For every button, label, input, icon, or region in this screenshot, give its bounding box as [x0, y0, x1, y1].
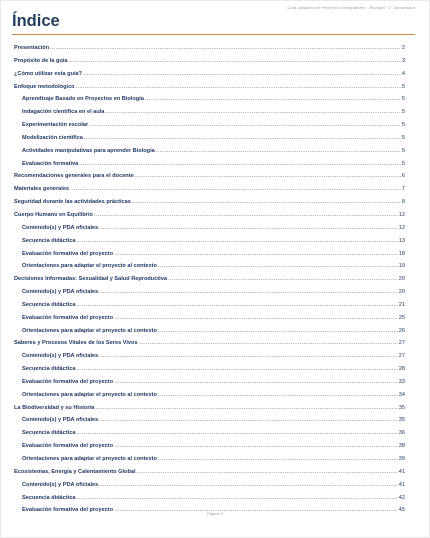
- dot-leader: [114, 440, 398, 453]
- toc-subentry[interactable]: [14, 427, 405, 440]
- dot-leader: [158, 325, 398, 338]
- toc-page-number: 7: [401, 186, 405, 193]
- dot-leader: [132, 196, 401, 209]
- toc-entry-label: Evaluación formativa: [22, 160, 79, 167]
- toc-entry-label: Actividades manipulativas para aprender Biología: [22, 147, 155, 154]
- dot-leader: [137, 466, 398, 479]
- toc-page-number: 38: [398, 443, 405, 450]
- toc-subentry[interactable]: [14, 93, 405, 106]
- toc-entry-label: Secuencia didáctica: [22, 430, 76, 437]
- toc-entry[interactable]: [14, 170, 405, 183]
- toc-subentry[interactable]: [14, 492, 405, 505]
- dot-leader: [50, 42, 401, 55]
- toc-entry[interactable]: [14, 466, 405, 479]
- toc-entry[interactable]: [14, 209, 405, 222]
- toc-page-number: 20: [398, 276, 405, 283]
- toc-entry-label: Evaluación formativa del proyecto: [22, 507, 114, 514]
- toc-entry[interactable]: [14, 402, 405, 415]
- toc-page-number: 5: [401, 96, 405, 103]
- dot-leader: [83, 68, 401, 81]
- dot-leader: [158, 389, 398, 402]
- toc-page-number: 12: [398, 224, 405, 231]
- toc-entry-label: Modelización científica: [22, 134, 83, 141]
- dot-leader: [156, 145, 401, 158]
- dot-leader: [76, 299, 397, 312]
- toc-subentry[interactable]: [14, 440, 405, 453]
- dot-leader: [79, 158, 401, 171]
- dot-leader: [99, 479, 398, 492]
- dot-leader: [158, 453, 398, 466]
- page-footer: Página 9: [207, 511, 223, 516]
- toc-page-number: 3: [401, 57, 405, 64]
- toc-entry-label: Evaluación formativa del proyecto: [22, 250, 114, 257]
- toc-page-number: 27: [398, 353, 405, 360]
- toc-page-number: 12: [398, 211, 405, 218]
- toc-entry-label: Decisiones Informadas: Sexualidad y Salud Reproductiva: [14, 276, 167, 283]
- toc-page-number: 18: [398, 250, 405, 257]
- toc-entry[interactable]: [14, 337, 405, 350]
- toc-subentry[interactable]: [14, 248, 405, 261]
- dot-leader: [95, 402, 398, 415]
- toc-subentry[interactable]: [14, 119, 405, 132]
- toc-page-number: 5: [401, 109, 405, 116]
- toc-page-number: 34: [398, 391, 405, 398]
- toc-page-number: 8: [401, 199, 405, 206]
- toc-entry-label: La Biodiversidad y su Historia: [14, 404, 95, 411]
- toc-subentry[interactable]: [14, 376, 405, 389]
- dot-leader: [70, 183, 401, 196]
- toc-page-number: 6: [401, 173, 405, 180]
- dot-leader: [168, 273, 398, 286]
- toc-entry[interactable]: [14, 68, 405, 81]
- toc-entry-label: Presentación: [14, 45, 50, 51]
- toc-subentry[interactable]: [14, 106, 405, 119]
- toc-subentry[interactable]: [14, 260, 405, 273]
- toc-page-number: 5: [401, 122, 405, 129]
- toc-page-number: 39: [398, 456, 405, 462]
- toc-subentry[interactable]: [14, 158, 405, 171]
- toc-subentry[interactable]: [14, 299, 405, 312]
- toc-subentry[interactable]: [14, 222, 405, 235]
- toc-entry-label: Enfoque metodológico: [14, 83, 75, 90]
- dot-leader: [114, 312, 398, 325]
- dot-leader: [135, 170, 401, 183]
- page-title: Índice: [12, 12, 60, 30]
- toc-entry[interactable]: [14, 42, 405, 55]
- toc-page-number: 41: [398, 468, 405, 475]
- toc-entry-label: Secuencia didáctica: [22, 237, 76, 244]
- dot-leader: [99, 350, 398, 363]
- toc-page-number: 13: [398, 237, 405, 244]
- toc-page-number: 20: [398, 289, 405, 296]
- toc-entry[interactable]: [14, 273, 405, 286]
- toc-entry-label: Experimentación escolar: [22, 122, 89, 129]
- toc-subentry[interactable]: [14, 132, 405, 145]
- toc-subentry[interactable]: [14, 414, 405, 427]
- toc-subentry[interactable]: [14, 325, 405, 338]
- dot-leader: [76, 81, 401, 94]
- toc-page-number: 25: [398, 314, 405, 321]
- toc-page-number: 4: [401, 70, 405, 77]
- toc-entry-label: Evaluación formativa del proyecto: [22, 314, 114, 321]
- toc-entry-label: Propósito de la guía: [14, 57, 68, 64]
- toc-subentry[interactable]: [14, 312, 405, 325]
- toc-entry-label: Orientaciones para adaptar el proyecto al contexto: [22, 263, 157, 270]
- toc-page-number: 41: [398, 481, 405, 488]
- toc-entry-label: Secuencia didáctica: [22, 494, 76, 501]
- toc-entry-label: Contenido(s) y PDA oficiales: [22, 417, 99, 424]
- dot-leader: [114, 248, 398, 261]
- dot-leader: [84, 132, 401, 145]
- toc-page-number: 35: [398, 404, 405, 411]
- toc-entry-label: Seguridad durante las actividades prácticas: [14, 199, 131, 206]
- toc-page-number: 45: [398, 507, 405, 514]
- toc-subentry[interactable]: [14, 479, 405, 492]
- toc-page-number: 21: [398, 301, 405, 308]
- dot-leader: [76, 492, 397, 505]
- toc-page-number: 2: [401, 45, 405, 51]
- toc-entry-label: ¿Cómo utilizar esta guía?: [14, 70, 83, 77]
- toc-page-number: 33: [398, 378, 405, 385]
- dot-leader: [99, 222, 398, 235]
- toc-entry-label: Contenido(s) y PDA oficiales: [22, 353, 99, 360]
- toc-subentry[interactable]: [14, 286, 405, 299]
- toc-page-number: 19: [398, 263, 405, 270]
- dot-leader: [105, 106, 400, 119]
- toc-subentry[interactable]: [14, 235, 405, 248]
- toc-subentry[interactable]: [14, 363, 405, 376]
- title-divider: [12, 34, 415, 35]
- dot-leader: [94, 209, 398, 222]
- toc-entry-label: Materiales generales: [14, 186, 70, 193]
- toc-entry-label: Contenido(s) y PDA oficiales: [22, 289, 99, 296]
- toc-entry-label: Contenido(s) y PDA oficiales: [22, 481, 99, 488]
- toc-page-number: 5: [401, 83, 405, 90]
- toc-entry-label: Orientaciones para adaptar el proyecto al contexto: [22, 391, 157, 398]
- dot-leader: [76, 363, 397, 376]
- toc-subentry[interactable]: [14, 453, 405, 466]
- toc-entry-label: Indagación científica en el aula: [22, 109, 105, 116]
- toc-entry-label: Contenido(s) y PDA oficiales: [22, 224, 99, 231]
- running-header: Guía Didáctica de Proyectos Integradores · Biología · 1° Secundaria: [287, 5, 415, 10]
- toc-entry-label: Aprendizaje Basado en Proyectos en Biología: [22, 96, 144, 103]
- table-of-contents: [14, 42, 405, 517]
- toc-page-number: 27: [398, 340, 405, 347]
- dot-leader: [76, 235, 397, 248]
- toc-entry[interactable]: [14, 183, 405, 196]
- toc-page-number: 5: [401, 147, 405, 154]
- toc-entry-label: Evaluación formativa del proyecto: [22, 443, 114, 450]
- dot-leader: [89, 119, 401, 132]
- toc-page-number: 36: [398, 430, 405, 437]
- toc-entry-label: Cuerpo Humano en Equilibrio: [14, 211, 93, 218]
- toc-entry[interactable]: [14, 196, 405, 209]
- toc-entry-label: Orientaciones para adaptar el proyecto al contexto: [22, 327, 157, 334]
- toc-entry[interactable]: [14, 81, 405, 94]
- toc-entry-label: Recomendaciones generales para el docente: [14, 173, 134, 180]
- toc-entry[interactable]: [14, 55, 405, 68]
- toc-subentry[interactable]: [14, 389, 405, 402]
- toc-page-number: 42: [398, 494, 405, 501]
- dot-leader: [139, 337, 398, 350]
- dot-leader: [145, 93, 401, 106]
- toc-page-number: 35: [398, 417, 405, 424]
- toc-entry-label: Ecosistemas, Energía y Calentamiento Global: [14, 468, 136, 475]
- toc-page-number: 5: [401, 160, 405, 167]
- dot-leader: [114, 376, 398, 389]
- toc-page-number: 26: [398, 327, 405, 334]
- toc-entry-label: Secuencia didáctica: [22, 301, 76, 308]
- toc-subentry[interactable]: [14, 145, 405, 158]
- dot-leader: [99, 414, 398, 427]
- toc-subentry[interactable]: [14, 350, 405, 363]
- toc-page-number: 28: [398, 366, 405, 373]
- toc-entry-label: Evaluación formativa del proyecto: [22, 378, 114, 385]
- dot-leader: [158, 260, 398, 273]
- toc-page-number: 5: [401, 134, 405, 141]
- dot-leader: [76, 427, 397, 440]
- dot-leader: [68, 55, 400, 68]
- toc-entry-label: Secuencia didáctica: [22, 366, 76, 373]
- dot-leader: [99, 286, 398, 299]
- toc-entry-label: Orientaciones para adaptar el proyecto al contexto: [22, 456, 157, 462]
- toc-entry-label: Saberes y Procesos Vitales de los Seres Vivos: [14, 340, 138, 347]
